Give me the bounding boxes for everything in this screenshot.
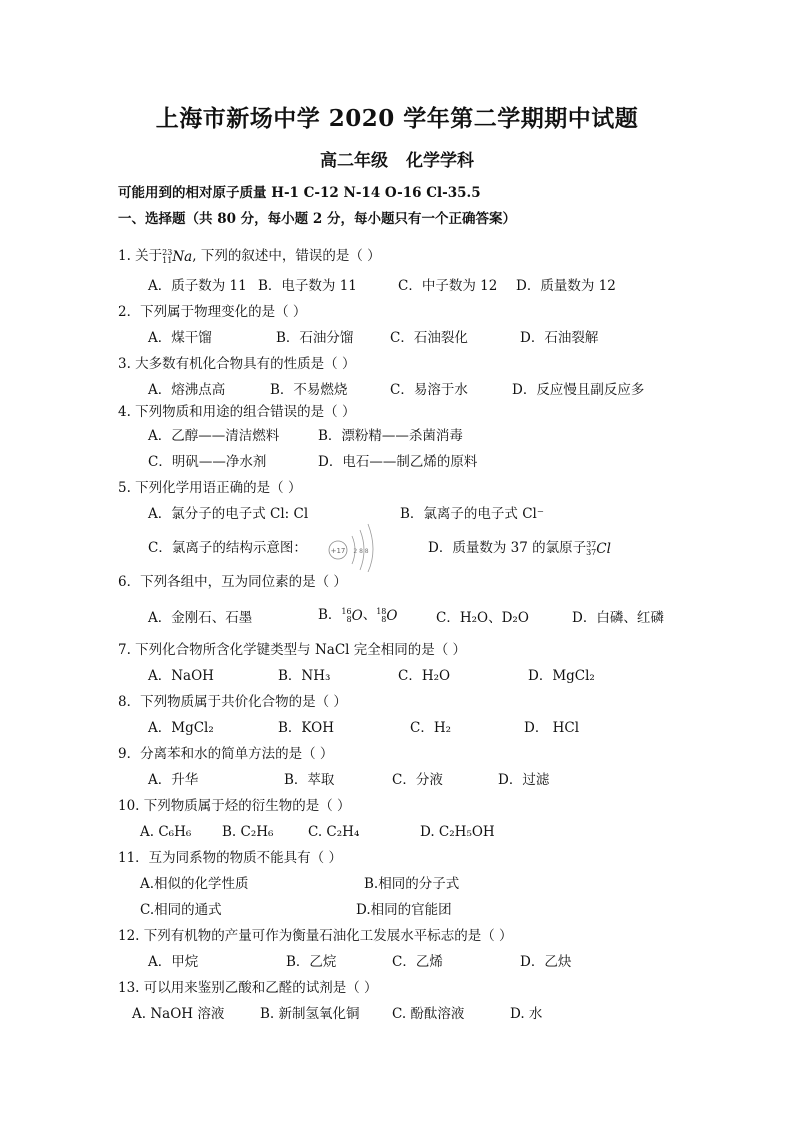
q13-option-c: C. 酚酞溶液 <box>392 1006 465 1022</box>
q6-option-b: B． 16 8 O、 18 8 O <box>318 607 398 624</box>
q9-option-c: C．分液 <box>392 772 443 788</box>
q8-option-d: D． HCl <box>524 720 580 736</box>
question-10-stem: 10. 下列物质属于烃的衍生物的是（ ） <box>118 798 351 814</box>
q2-option-a: A．煤干馏 <box>148 330 212 346</box>
q3-option-b: B．不易燃烧 <box>270 382 348 398</box>
nuclide-o16: 16 8 O <box>341 607 363 624</box>
question-12-stem: 12. 下列有机物的产量可作为衡量石油化工发展水平标志的是（ ） <box>118 928 513 944</box>
q10-option-b: B. C₂H₆ <box>222 824 274 840</box>
q5-option-c: C．氯离子的结构示意图： <box>148 540 307 556</box>
section-heading: 一、选择题（共 80 分，每小题 2 分，每小题只有一个正确答案） <box>118 211 516 227</box>
chloride-ion-structure-diagram <box>326 520 382 572</box>
q13-option-d: D. 水 <box>510 1006 543 1022</box>
question-9-stem: 9．分离苯和水的简单方法的是（ ） <box>118 746 334 762</box>
question-2-stem: 2．下列属于物理变化的是（ ） <box>118 304 307 320</box>
question-1-stem: 1. 关于 23 11 Na, 下列的叙述中，错误的是（ ） <box>118 248 381 265</box>
q2-option-b: B．石油分馏 <box>276 330 354 346</box>
q5-option-d: D．质量数为 37 的氯原子 37 37 Cl <box>428 540 611 557</box>
q9-option-d: D．过滤 <box>498 772 550 788</box>
q3-option-a: A．熔沸点高 <box>148 382 226 398</box>
q1-option-b: B．电子数为 11 <box>258 278 357 294</box>
q8-option-b: B．KOH <box>278 720 334 736</box>
q2-option-d: D．石油裂解 <box>520 330 599 346</box>
q13-option-b: B. 新制氢氧化铜 <box>260 1006 360 1022</box>
q13-option-a: A. NaOH 溶液 <box>132 1006 225 1022</box>
q6-option-c: C．H₂O、D₂O <box>436 610 529 626</box>
q7-option-c: C．H₂O <box>398 668 451 684</box>
question-5-stem: 5. 下列化学用语正确的是（ ） <box>118 480 302 496</box>
question-11-stem: 11．互为同系物的物质不能具有（ ） <box>118 850 342 866</box>
q9-option-b: B．萃取 <box>284 772 335 788</box>
page-title: 上海市新场中学 2020 学年第二学期期中试题 <box>155 105 639 132</box>
page-subtitle <box>0 146 794 171</box>
q1-option-a: A．质子数为 11 <box>148 278 247 294</box>
q5-option-a: A．氯分子的电子式 Cl: Cl <box>148 506 309 522</box>
q12-option-c: C．乙烯 <box>392 954 443 970</box>
q1-option-c: C．中子数为 12 <box>398 278 498 294</box>
q12-option-d: D．乙炔 <box>520 954 572 970</box>
structure-nucleus: +17 <box>330 547 346 555</box>
q7-option-b: B．NH₃ <box>278 668 331 684</box>
atomic-masses-line: 可能用到的相对原子质量 H-1 C-12 N-14 O-16 Cl-35.5 <box>118 185 481 201</box>
question-13-stem: 13. 可以用来鉴别乙酸和乙醛的试剂是（ ） <box>118 980 378 996</box>
question-4-stem: 4. 下列物质和用途的组合错误的是（ ） <box>118 404 356 420</box>
question-7-stem: 7. 下列化合物所含化学键类型与 NaCl 完全相同的是（ ） <box>118 642 467 658</box>
q1-option-d: D．质量数为 12 <box>516 278 616 294</box>
q10-option-d: D. C₂H₅OH <box>420 824 495 840</box>
grade-label: 高二年级 <box>320 151 388 171</box>
q6-option-d: D．白磷、红磷 <box>572 610 664 626</box>
q3-option-d: D．反应慢且副反应多 <box>512 382 645 398</box>
q2-option-c: C．石油裂化 <box>390 330 468 346</box>
q7-option-d: D．MgCl₂ <box>528 668 595 684</box>
nuclide-cl: 37 37 Cl <box>586 540 611 557</box>
nuclide-na: 23 11 Na <box>162 248 193 265</box>
nuclide-o18: 18 8 O <box>376 607 398 624</box>
q4-option-c: C．明矾——净水剂 <box>148 454 267 470</box>
q3-option-c: C．易溶于水 <box>390 382 468 398</box>
q9-option-a: A．升华 <box>148 772 199 788</box>
q12-option-a: A．甲烷 <box>148 954 199 970</box>
question-8-stem: 8．下列物质属于共价化合物的是（ ） <box>118 694 347 710</box>
q4-option-d: D．电石——制乙烯的原料 <box>318 454 478 470</box>
q4-option-b: B．漂粉精——杀菌消毒 <box>318 428 463 444</box>
q11-option-b: B.相同的分子式 <box>364 876 460 892</box>
q11-option-d: D.相同的官能团 <box>356 902 452 918</box>
question-6-stem: 6．下列各组中，互为同位素的是（ ） <box>118 574 347 590</box>
q8-option-a: A．MgCl₂ <box>148 720 214 736</box>
q5-option-b: B．氯离子的电子式 Cl⁻ <box>400 506 544 522</box>
q6-option-a: A．金刚石、石墨 <box>148 610 253 626</box>
q10-option-c: C. C₂H₄ <box>308 824 360 840</box>
q8-option-c: C．H₂ <box>410 720 452 736</box>
structure-shells: 2 8 8 <box>353 548 369 555</box>
q7-option-a: A．NaOH <box>148 668 214 684</box>
q11-option-a: A.相似的化学性质 <box>140 876 249 892</box>
subject-label: 化学学科 <box>406 151 474 171</box>
q12-option-b: B．乙烷 <box>286 954 337 970</box>
question-3-stem: 3. 大多数有机化合物具有的性质是（ ） <box>118 356 356 372</box>
q11-option-c: C.相同的通式 <box>140 902 222 918</box>
q4-option-a: A．乙醇——清洁燃料 <box>148 428 280 444</box>
q10-option-a: A. C₆H₆ <box>140 824 192 840</box>
